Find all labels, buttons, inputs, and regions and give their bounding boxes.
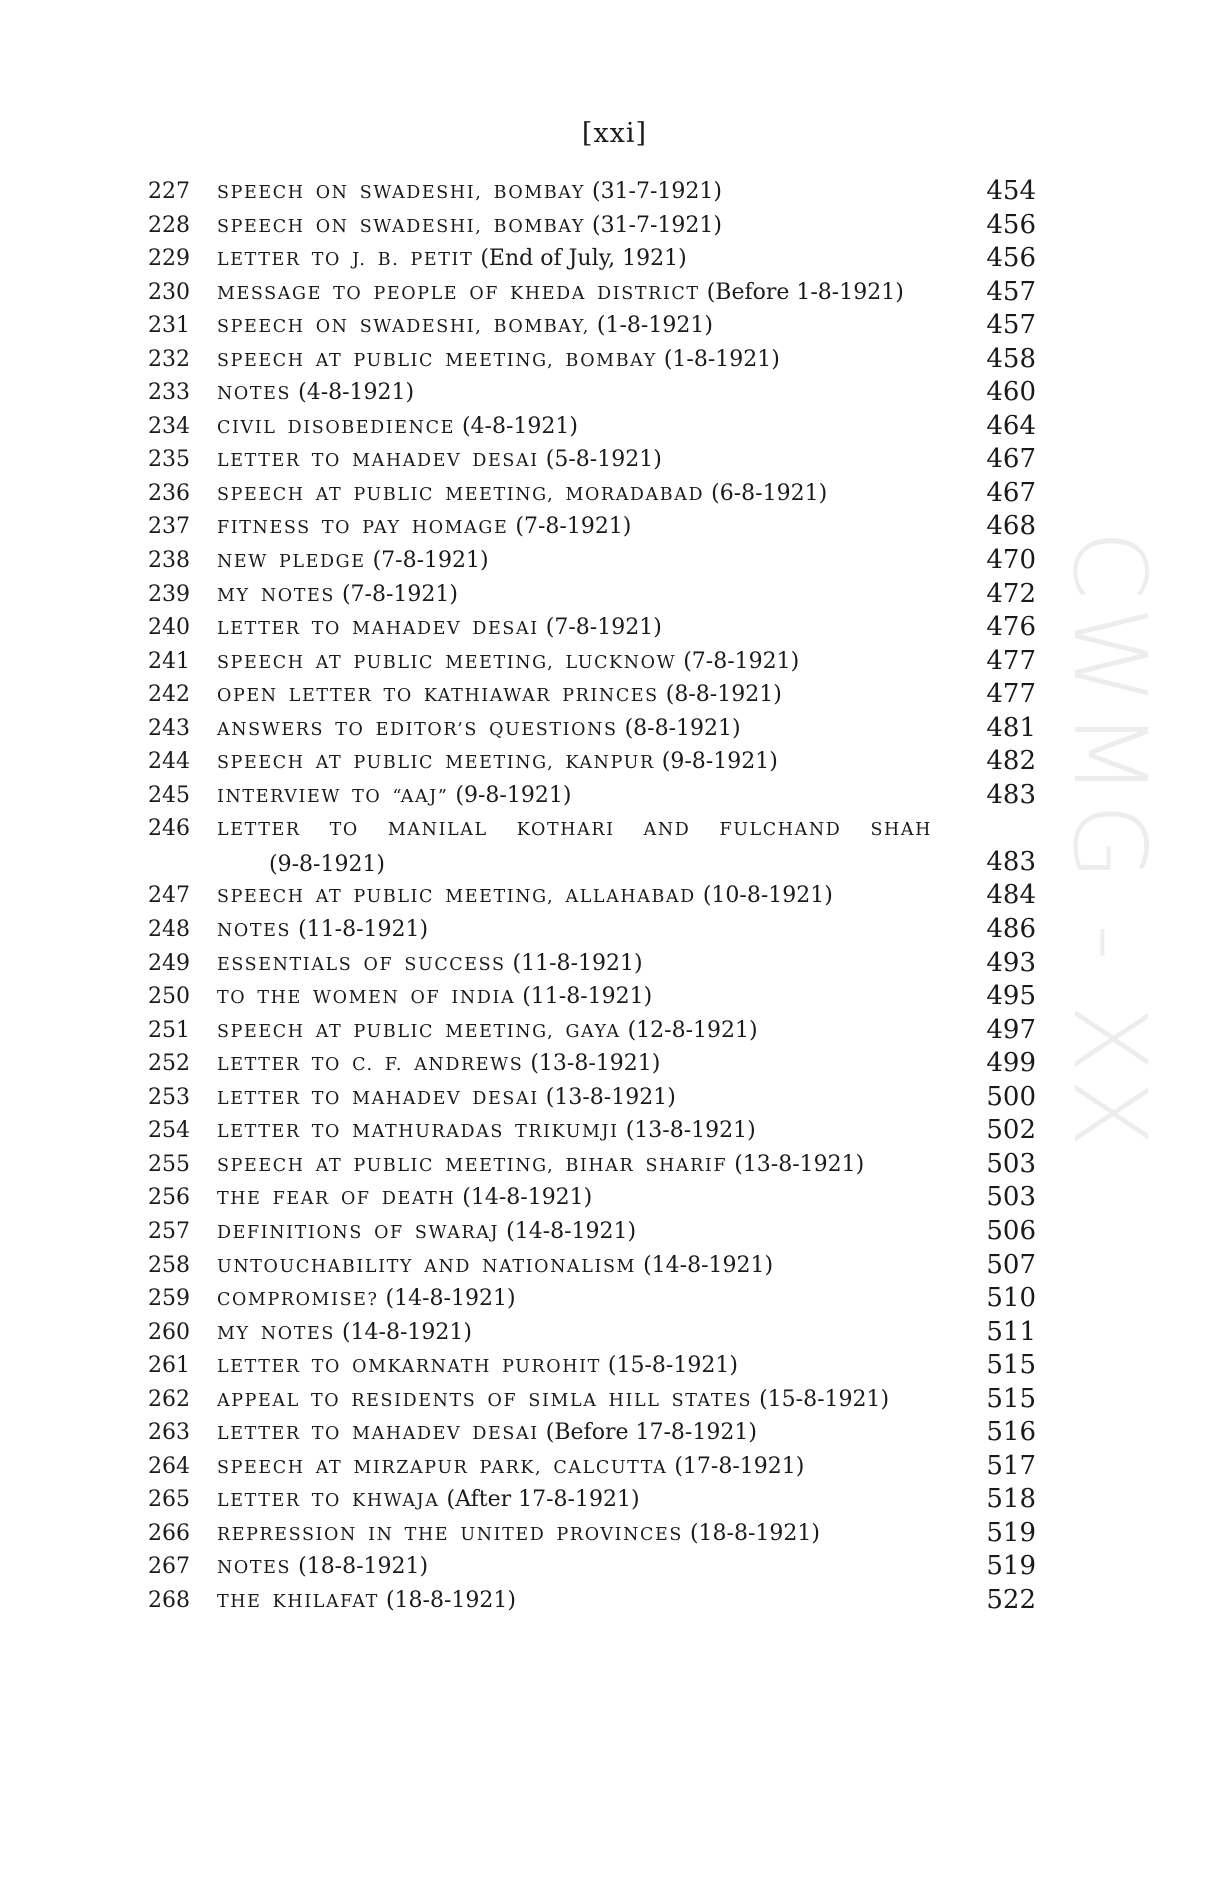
entry-title-text: SPEECH AT PUBLIC MEETING, KANPUR	[217, 753, 655, 774]
entry-page-number: 456	[986, 243, 1036, 274]
entry-page-number: 518	[986, 1484, 1036, 1515]
entry-title	[217, 209, 935, 245]
entry-title	[217, 1383, 935, 1419]
toc-entry	[0, 1383, 1229, 1417]
entry-title-text: LETTER TO MATHURADAS TRIKUMJI	[217, 1122, 619, 1143]
entry-number: 264	[148, 1453, 190, 1479]
entry-title	[217, 1249, 935, 1285]
entry-date: (18-8-1921)	[298, 1554, 429, 1580]
entry-page-number: 495	[986, 981, 1036, 1012]
entry-title-text: MY NOTES	[217, 1323, 335, 1344]
entry-page-number: 503	[986, 1182, 1036, 1213]
entry-title	[217, 1550, 935, 1586]
entry-date: (15-8-1921)	[759, 1386, 890, 1412]
entry-number: 234	[148, 413, 190, 439]
entry-number: 258	[148, 1252, 190, 1278]
toc-entry	[0, 443, 1229, 477]
entry-date: (11-8-1921)	[298, 917, 429, 943]
entry-number: 260	[148, 1319, 190, 1345]
toc-entry	[0, 510, 1229, 544]
entry-title-text: NOTES	[217, 921, 292, 942]
entry-date: (13-8-1921)	[734, 1151, 865, 1177]
entry-title-text: ESSENTIALS OF SUCCESS	[217, 954, 506, 975]
entry-page-number: 456	[986, 209, 1036, 240]
entry-title	[217, 980, 935, 1016]
toc-entry	[0, 1584, 1229, 1618]
entry-date: (12-8-1921)	[627, 1017, 758, 1043]
entry-title	[217, 175, 935, 211]
entry-date: (7-8-1921)	[545, 615, 662, 641]
entry-title-text: MY NOTES	[217, 585, 335, 606]
entry-title	[217, 812, 935, 881]
entry-title-text: SPEECH AT PUBLIC MEETING, MORADABAD	[217, 484, 705, 505]
toc-entry	[0, 477, 1229, 511]
entry-title	[217, 1517, 935, 1553]
toc-entry	[0, 1215, 1229, 1249]
entry-page-number: 470	[986, 545, 1036, 576]
entry-title	[217, 611, 935, 647]
entry-title-text: LETTER TO KHWAJA	[217, 1491, 440, 1512]
entry-page-number: 477	[986, 645, 1036, 676]
entry-title-text: LETTER TO MAHADEV DESAI	[217, 1424, 539, 1445]
entry-number: 261	[148, 1353, 190, 1379]
toc-entry	[0, 779, 1229, 813]
entry-title	[217, 645, 935, 681]
entry-date: (15-8-1921)	[607, 1353, 738, 1379]
entry-page-number: 484	[986, 880, 1036, 911]
entry-number: 251	[148, 1017, 190, 1043]
entry-page-number: 454	[986, 176, 1036, 206]
entry-title	[217, 1584, 935, 1620]
toc-entry	[0, 1517, 1229, 1551]
entry-date: (Before 17-8-1921)	[545, 1420, 757, 1446]
toc-entry	[0, 242, 1229, 276]
entry-number: 259	[148, 1286, 190, 1312]
entry-number: 228	[148, 212, 190, 238]
entry-number: 268	[148, 1587, 190, 1613]
entry-page-number: 457	[986, 276, 1036, 307]
entry-title	[217, 947, 935, 983]
toc-entry	[0, 879, 1229, 913]
entry-title-text: SPEECH AT PUBLIC MEETING, GAYA	[217, 1021, 621, 1042]
entry-number: 267	[148, 1554, 190, 1580]
entry-title	[217, 712, 935, 748]
entry-title-text: SPEECH AT PUBLIC MEETING, ALLAHABAD	[217, 887, 696, 908]
entry-title-text: LETTER TO OMKARNATH PUROHIT	[217, 1357, 601, 1378]
entry-title-text: SPEECH ON SWADESHI, BOMBAY	[217, 216, 585, 237]
entry-date: (31-7-1921)	[591, 212, 722, 238]
toc-entry	[0, 1081, 1229, 1115]
entry-title	[217, 1215, 935, 1251]
entry-page-number: 515	[986, 1350, 1036, 1381]
entry-date: (9-8-1921)	[269, 851, 386, 877]
entry-title-text: SPEECH ON SWADESHI, BOMBAY,	[217, 317, 590, 338]
entry-page-number: 506	[986, 1215, 1036, 1246]
entry-number: 250	[148, 984, 190, 1010]
toc-entry	[0, 980, 1229, 1014]
entry-page-number: 472	[986, 578, 1036, 609]
entry-date: (5-8-1921)	[545, 447, 662, 473]
entry-page-number: 502	[986, 1115, 1036, 1146]
entry-title	[217, 443, 935, 479]
entry-date: (4-8-1921)	[298, 380, 415, 406]
entry-number: 257	[148, 1218, 190, 1244]
entry-title-text: ANSWERS TO EDITOR’S QUESTIONS	[217, 719, 618, 740]
entry-number: 237	[148, 514, 190, 540]
entry-number: 265	[148, 1487, 190, 1513]
toc-entry	[0, 1181, 1229, 1215]
entry-date: (9-8-1921)	[455, 782, 572, 808]
entry-number: 243	[148, 715, 190, 741]
toc-entry	[0, 745, 1229, 779]
entry-date: (13-8-1921)	[545, 1084, 676, 1110]
entry-title-text: LETTER TO MAHADEV DESAI	[217, 1088, 539, 1109]
entry-title-text: SPEECH AT MIRZAPUR PARK, CALCUTTA	[217, 1457, 668, 1478]
entry-page-number: 482	[986, 746, 1036, 777]
entry-number: 241	[148, 648, 190, 674]
toc-entry	[0, 309, 1229, 343]
entry-date: (11-8-1921)	[512, 950, 643, 976]
entry-date: (14-8-1921)	[385, 1286, 516, 1312]
toc-entry	[0, 712, 1229, 746]
entry-number: 230	[148, 279, 190, 305]
entry-title-text: FITNESS TO PAY HOMAGE	[217, 518, 509, 539]
entry-title-text: SPEECH AT PUBLIC MEETING, BOMBAY	[217, 350, 657, 371]
entry-page-number: 497	[986, 1014, 1036, 1045]
entry-number: 240	[148, 615, 190, 641]
entry-date: (14-8-1921)	[341, 1319, 472, 1345]
entry-title	[217, 544, 935, 580]
page-header: [xxi]	[581, 118, 648, 149]
table-of-contents	[0, 175, 1229, 1618]
entry-number: 239	[148, 581, 190, 607]
entry-title-text: INTERVIEW TO “AAJ”	[217, 786, 449, 807]
entry-title	[217, 510, 935, 546]
toc-entry	[0, 1047, 1229, 1081]
toc-entry	[0, 678, 1229, 712]
entry-title-text: SPEECH ON SWADESHI, BOMBAY	[217, 183, 585, 203]
entry-number: 231	[148, 313, 190, 339]
entry-date: (13-8-1921)	[530, 1051, 661, 1077]
entry-title-text: REPRESSION IN THE UNITED PROVINCES	[217, 1524, 683, 1545]
entry-date: (11-8-1921)	[522, 984, 653, 1010]
entry-title-text: LETTER TO J. B. PETIT	[217, 250, 474, 271]
entry-title	[217, 1483, 935, 1519]
toc-entry	[0, 578, 1229, 612]
toc-entry	[0, 376, 1229, 410]
entry-number: 262	[148, 1386, 190, 1412]
entry-number: 235	[148, 447, 190, 473]
entry-page-number: 457	[986, 310, 1036, 341]
toc-entry	[0, 1249, 1229, 1283]
entry-page-number: 517	[986, 1450, 1036, 1481]
entry-date: (17-8-1921)	[674, 1453, 805, 1479]
entry-page-number: 481	[986, 712, 1036, 743]
entry-page-number: 483	[986, 846, 1036, 877]
entry-title	[217, 242, 935, 278]
entry-page-number: 500	[986, 1081, 1036, 1112]
entry-title-text: NOTES	[217, 1558, 292, 1579]
entry-page-number: 519	[986, 1551, 1036, 1582]
entry-number: 246	[148, 816, 190, 842]
entry-number: 255	[148, 1151, 190, 1177]
toc-entry	[0, 611, 1229, 645]
toc-entry	[0, 175, 1229, 209]
entry-date: (4-8-1921)	[461, 413, 578, 439]
entry-number: 236	[148, 480, 190, 506]
entry-title	[217, 1148, 935, 1184]
entry-date: (7-8-1921)	[515, 514, 632, 540]
entry-date: (18-8-1921)	[385, 1587, 516, 1613]
entry-date: (End of July, 1921)	[480, 246, 687, 272]
entry-page-number: 515	[986, 1383, 1036, 1414]
entry-number: 232	[148, 346, 190, 372]
entry-title-text: NOTES	[217, 384, 292, 405]
entry-title	[217, 410, 935, 446]
entry-title	[217, 745, 935, 781]
entry-number: 266	[148, 1520, 190, 1546]
entry-title	[217, 343, 935, 379]
entry-title	[217, 1081, 935, 1117]
entry-title-text: SPEECH AT PUBLIC MEETING, LUCKNOW	[217, 652, 677, 673]
entry-number: 249	[148, 950, 190, 976]
toc-entry	[0, 812, 1229, 879]
entry-page-number: 467	[986, 444, 1036, 475]
toc-entry	[0, 947, 1229, 981]
entry-date: (10-8-1921)	[702, 883, 833, 909]
entry-page-number: 499	[986, 1048, 1036, 1079]
entry-number: 242	[148, 682, 190, 708]
entry-title	[217, 1349, 935, 1385]
entry-date: (1-8-1921)	[596, 313, 713, 339]
entry-page-number: 467	[986, 477, 1036, 508]
entry-title-text: LETTER TO MAHADEV DESAI	[217, 451, 539, 472]
entry-title-text: NEW PLEDGE	[217, 552, 366, 573]
entry-title-text: LETTER TO MAHADEV DESAI	[217, 619, 539, 640]
entry-date: (14-8-1921)	[643, 1252, 774, 1278]
toc-entry	[0, 1282, 1229, 1316]
entry-title	[217, 1416, 935, 1452]
entry-page-number: 476	[986, 612, 1036, 643]
toc-entry	[0, 1416, 1229, 1450]
entry-title-text: CIVIL DISOBEDIENCE	[217, 417, 455, 438]
entry-title	[217, 376, 935, 412]
toc-entry	[0, 343, 1229, 377]
toc-entry	[0, 1450, 1229, 1484]
entry-title-text: LETTER TO C. F. ANDREWS	[217, 1055, 524, 1076]
entry-date: (13-8-1921)	[625, 1118, 756, 1144]
toc-entry	[0, 1550, 1229, 1584]
entry-title	[217, 779, 935, 815]
entry-page-number: 468	[986, 511, 1036, 542]
toc-entry	[0, 913, 1229, 947]
toc-entry	[0, 544, 1229, 578]
entry-number: 256	[148, 1185, 190, 1211]
entry-number: 229	[148, 246, 190, 272]
entry-number: 227	[148, 179, 190, 204]
entry-date: (8-8-1921)	[665, 682, 782, 708]
entry-date: (14-8-1921)	[506, 1218, 637, 1244]
entry-title	[217, 1114, 935, 1150]
entry-title	[217, 1047, 935, 1083]
entry-number: 244	[148, 749, 190, 775]
entry-date: (9-8-1921)	[661, 749, 778, 775]
toc-entry	[0, 1114, 1229, 1148]
toc-entry	[0, 1316, 1229, 1350]
entry-title	[217, 1181, 935, 1217]
entry-title-text: LETTER TO MANILAL KOTHARI AND FULCHAND SHAH	[217, 820, 932, 841]
entry-title-text: COMPROMISE?	[217, 1290, 379, 1311]
entry-title-text: DEFINITIONS OF SWARAJ	[217, 1222, 500, 1243]
entry-page-number: 503	[986, 1148, 1036, 1179]
entry-title-text: OPEN LETTER TO KATHIAWAR PRINCES	[217, 686, 659, 707]
entry-number: 247	[148, 883, 190, 909]
entry-title	[217, 477, 935, 513]
toc-entry	[0, 1483, 1229, 1517]
toc-entry	[0, 645, 1229, 679]
entry-title	[217, 879, 935, 915]
entry-title-text: MESSAGE TO PEOPLE OF KHEDA DISTRICT	[217, 283, 700, 304]
entry-number: 252	[148, 1051, 190, 1077]
entry-date: (7-8-1921)	[683, 648, 800, 674]
entry-page-number: 510	[986, 1283, 1036, 1314]
entry-page-number: 460	[986, 377, 1036, 408]
entry-page-number: 507	[986, 1249, 1036, 1280]
entry-date: (7-8-1921)	[372, 548, 489, 574]
entry-title-text: UNTOUCHABILITY AND NATIONALISM	[217, 1256, 637, 1277]
entry-title-text: SPEECH AT PUBLIC MEETING, BIHAR SHARIF	[217, 1155, 728, 1176]
entry-title	[217, 1282, 935, 1318]
entry-number: 263	[148, 1420, 190, 1446]
watermark-text: CWMG - XX	[1051, 530, 1168, 1154]
entry-page-number: 477	[986, 679, 1036, 710]
entry-date: (7-8-1921)	[341, 581, 458, 607]
entry-title-text: THE FEAR OF DEATH	[217, 1189, 456, 1210]
entry-page-number: 493	[986, 947, 1036, 978]
entry-page-number: 516	[986, 1417, 1036, 1448]
entry-title-text: THE KHILAFAT	[217, 1591, 379, 1612]
toc-entry	[0, 410, 1229, 444]
entry-title	[217, 309, 935, 345]
entry-page-number: 486	[986, 914, 1036, 945]
entry-date: (8-8-1921)	[624, 715, 741, 741]
entry-page-number: 483	[986, 779, 1036, 810]
entry-number: 233	[148, 380, 190, 406]
entry-date: (31-7-1921)	[591, 179, 722, 204]
entry-number: 245	[148, 782, 190, 808]
entry-title	[217, 276, 935, 312]
toc-entry	[0, 209, 1229, 243]
toc-entry	[0, 1014, 1229, 1048]
entry-number: 238	[148, 548, 190, 574]
entry-page-number: 511	[986, 1316, 1036, 1347]
toc-entry	[0, 1349, 1229, 1383]
entry-title	[217, 1450, 935, 1486]
entry-date: (6-8-1921)	[711, 480, 828, 506]
entry-date: (18-8-1921)	[689, 1520, 820, 1546]
entry-title	[217, 678, 935, 714]
entry-number: 248	[148, 917, 190, 943]
entry-number: 254	[148, 1118, 190, 1144]
entry-page-number: 464	[986, 410, 1036, 441]
toc-entry	[0, 1148, 1229, 1182]
entry-title	[217, 1014, 935, 1050]
entry-page-number: 458	[986, 343, 1036, 374]
entry-page-number: 519	[986, 1517, 1036, 1548]
entry-number: 253	[148, 1084, 190, 1110]
entry-date: (Before 1-8-1921)	[706, 279, 904, 305]
entry-date: (After 17-8-1921)	[446, 1487, 640, 1513]
entry-title-text: APPEAL TO RESIDENTS OF SIMLA HILL STATES	[217, 1390, 753, 1411]
entry-title	[217, 1316, 935, 1352]
entry-title	[217, 578, 935, 614]
toc-entry	[0, 276, 1229, 310]
entry-date: (14-8-1921)	[462, 1185, 593, 1211]
entry-date: (1-8-1921)	[663, 346, 780, 372]
entry-page-number: 522	[986, 1584, 1036, 1615]
entry-title-text: TO THE WOMEN OF INDIA	[217, 988, 516, 1009]
entry-title	[217, 913, 935, 949]
